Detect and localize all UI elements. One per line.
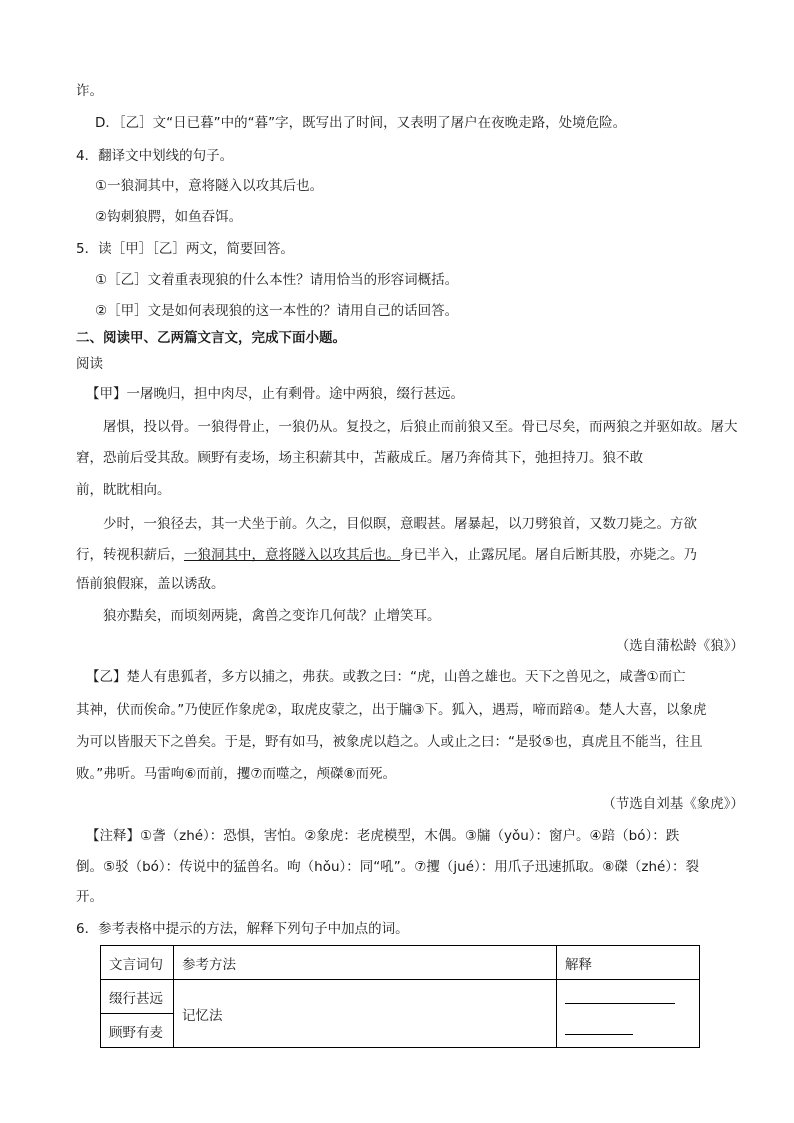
annotation-line: 倒。⑤驳（bó）：传说中的猛兽名。呴（hǒu）：同“吼”。⑦攫（jué）：用爪子迅速抓取。⑧磔（zhé）：裂 [76, 859, 700, 875]
passage-jia-line: 悟前狼假寐，盖以诱敌。 [76, 576, 225, 592]
passage-jia-line: 少时，一狼径去，其一犬坐于前。久之，目似瞑，意暇甚。屠暴起，以刀劈狼首，又数刀毙之。方欲 [103, 516, 697, 532]
section-heading: 二、阅读甲、乙两篇文言文，完成下面小题。 [76, 330, 346, 346]
table-row [101, 980, 700, 1014]
reading-label: 阅读 [76, 356, 103, 372]
answer-cell[interactable] [557, 980, 700, 1048]
question-6: 6．参考表格中提示的方法，解释下列句子中加点的词。 [76, 921, 409, 937]
annotation-line: 【注释】①詟（zhé）：恐惧，害怕。②象虎：老虎模型，木偶。③牖（yǒu）：窗户。④踣（bó）：跌 [86, 828, 680, 844]
column-header: 参考方法 [174, 946, 557, 980]
passage-jia-line: 窘，恐前后受其敌。顾野有麦场，场主积薪其中，苫蔽成丘。屠乃奔倚其下，弛担持刀。狼不敢 [76, 450, 643, 466]
text-line: 诈。 [76, 83, 103, 99]
passage-yi-line: 【乙】楚人有患狐者，多方以捕之，弗获。或教之曰：“虎，山兽之雄也。天下之兽见之，咸詟①而亡 [86, 669, 686, 685]
text-segment: 行，转视积薪后， [76, 547, 184, 563]
passage-yi-line: 败。”弗听。马雷呴⑥而前，攫⑦而噬之，颅磔⑧而死。 [76, 766, 397, 782]
option-d: D．［乙］文“日已暮”中的“暮”字，既写出了时间，又表明了屠户在夜晚走路，处境危险。 [95, 115, 627, 131]
question-4: 4．翻译文中划线的句子。 [76, 148, 234, 164]
passage-jia-line: 屠惧，投以骨。一狼得骨止，一狼仍从。复投之，后狼止而前狼又至。骨已尽矣，而两狼之并驱如故。屠大 [103, 419, 738, 435]
column-header: 解释 [557, 946, 700, 980]
question-4-item-1: ①一狼洞其中，意将隧入以攻其后也。 [95, 178, 324, 194]
passage-jia-line: 前，眈眈相向。 [76, 482, 171, 498]
passage-yi-line: 为可以皆服天下之兽矣。于是，野有如马，被象虎以趋之。人或止之曰：“是驳⑤也，真虎且不能当，往且 [76, 734, 703, 750]
underlined-sentence: 一狼洞其中，意将隧入以攻其后也。 [184, 547, 400, 563]
passage-jia-line [76, 546, 697, 564]
question-5-item-2: ②［甲］文是如何表现狼的这一本性的？请用自己的话回答。 [95, 303, 459, 319]
source-jia: （选自蒲松龄《狼》） [615, 638, 744, 654]
answer-blank-2[interactable] [565, 1020, 633, 1035]
phrase-cell: 顾野有麦 [101, 1014, 174, 1048]
question-5-item-1: ①［乙］文着重表现狼的什么本性？请用恰当的形容词概括。 [95, 272, 459, 288]
text-segment: 身已半入，止露尻尾。屠自后断其股，亦毙之。乃 [400, 547, 697, 563]
method-cell: 记忆法 [174, 980, 557, 1048]
question-5: 5．读［甲］［乙］两文，简要回答。 [76, 241, 294, 257]
annotation-line: 开。 [76, 889, 103, 905]
answer-table [100, 945, 700, 1048]
column-header: 文言词句 [101, 946, 174, 980]
source-yi: （节选自刘基《象虎》） [602, 796, 744, 812]
phrase-cell: 缀行甚远 [101, 980, 174, 1014]
passage-yi-line: 其神，伏而俟命。”乃使匠作象虎②，取虎皮蒙之，出于牖③下。狐入，遇焉，啼而踣④。楚人大喜，以象虎 [76, 702, 707, 718]
answer-blank-1[interactable] [565, 989, 675, 1004]
table-header-row [101, 946, 700, 980]
passage-jia-line: 狼亦黠矣，而顷刻两毙，禽兽之变诈几何哉？止增笑耳。 [103, 608, 441, 624]
passage-jia-line: 【甲】一屠晚归，担中肉尽，止有剩骨。途中两狼，缀行甚远。 [86, 386, 464, 402]
question-4-item-2: ②钩刺狼腭，如鱼吞饵。 [95, 209, 243, 225]
